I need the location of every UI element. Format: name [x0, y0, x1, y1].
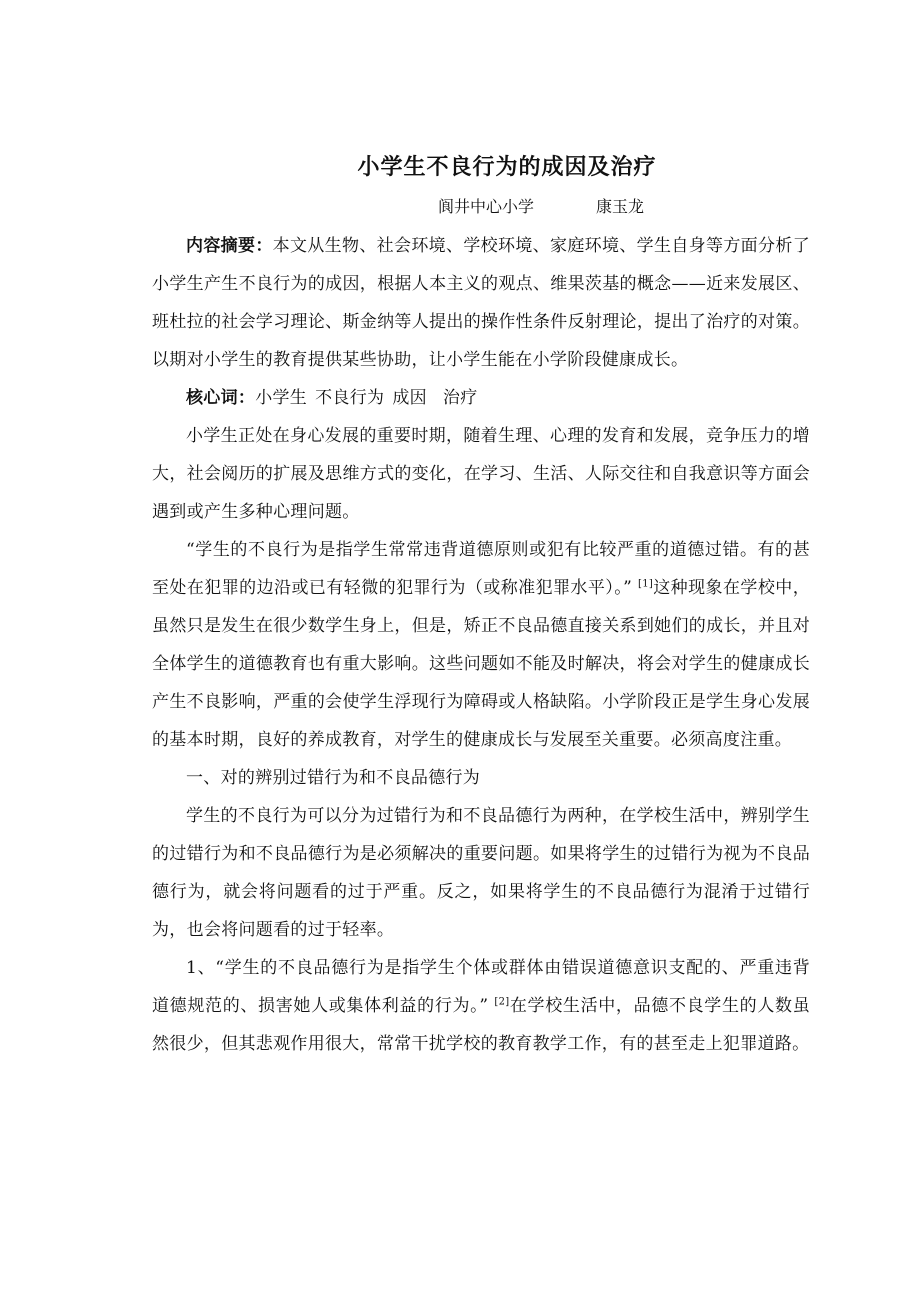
keywords-label: 核心词：: [186, 388, 256, 408]
abstract-paragraph: [152, 227, 810, 379]
abstract-label: 内容摘要：: [186, 236, 273, 256]
paragraph-text: 这种现象在学校中，虽然只是发生在很少数学生身上，但是，矫正不良品德直接关系到她们的成长，并且对全体学生的道德教育也有重大影响。这些问题如不能及时解决，将会对学生的健康成长产生不良影响，严重的会使学生浮现行为障碍或人格缺陷。小学阶段正是学生身心发展的基本时期，良好的养成教育，对学生的健康成长与发展至关重要。必须高度注重。: [152, 578, 811, 750]
abstract-text: 本文从生物、社会环境、学校环境、家庭环境、学生自身等方面分析了小学生产生不良行为的成因，根据人本主义的观点、维果茨基的概念——近来发展区、班杜拉的社会学习理论、斯金纳等人提出的操作性条件反射理论，提出了治疗的对策。以期对小学生的教育提供某些协助，让小学生能在小学阶段健康成长。: [152, 236, 810, 370]
body-paragraph-2: [152, 531, 810, 759]
section-heading-1: 一、对的辨别过错行为和不良品德行为: [186, 768, 481, 788]
document-title: 小学生不良行为的成因及治疗: [357, 155, 657, 180]
keyword-item: 不良行为: [315, 388, 385, 408]
keywords-paragraph: [152, 379, 810, 417]
body-paragraph-3: 学生的不良行为可以分为过错行为和不良品德行为两种，在学校生活中，辨别学生的过错行为和不良品德行为是必须解决的重要问题。如果将学生的过错行为视为不良品德行为，就会将问题看的过于严重。反之，如果将学生的不良品德行为混淆于过错行为，也会将问题看的过于轻率。: [152, 806, 810, 940]
keyword-item: 小学生: [255, 388, 308, 408]
author-name: 康玉龙: [596, 197, 645, 216]
citation-ref-2: [2]: [494, 996, 510, 1008]
body-paragraph-4: [152, 949, 810, 1063]
citation-ref-1: [1]: [638, 578, 654, 590]
quote-text: “学生的不良行为是指学生常常违背道德原则或犯有比较严重的道德过错。有的甚至处在犯罪的边沿或已有轻微的犯罪行为（或称准犯罪水平）。”: [152, 540, 810, 598]
keyword-item: 成因: [392, 388, 427, 408]
paragraph-text: 在学校生活中，品德不良学生的人数虽然很少，但其悲观作用很大，常常干扰学校的教育教学工作，有的甚至走上犯罪道路。: [152, 996, 810, 1054]
school-name: 阆井中心小学: [438, 197, 535, 216]
quote-text: 1、“学生的不良品德行为是指学生个体或群体由错误道德意识支配的、严重违背道德规范的、损害她人或集体利益的行为。”: [152, 958, 810, 1016]
keyword-item: 治疗: [442, 388, 478, 408]
body-paragraph-1: 小学生正处在身心发展的重要时期，随着生理、心理的发育和发展，竞争压力的增大，社会阅历的扩展及思维方式的变化，在学习、生活、人际交往和自我意识等方面会遇到或产生多种心理问题。: [152, 426, 810, 522]
byline: [152, 193, 810, 221]
